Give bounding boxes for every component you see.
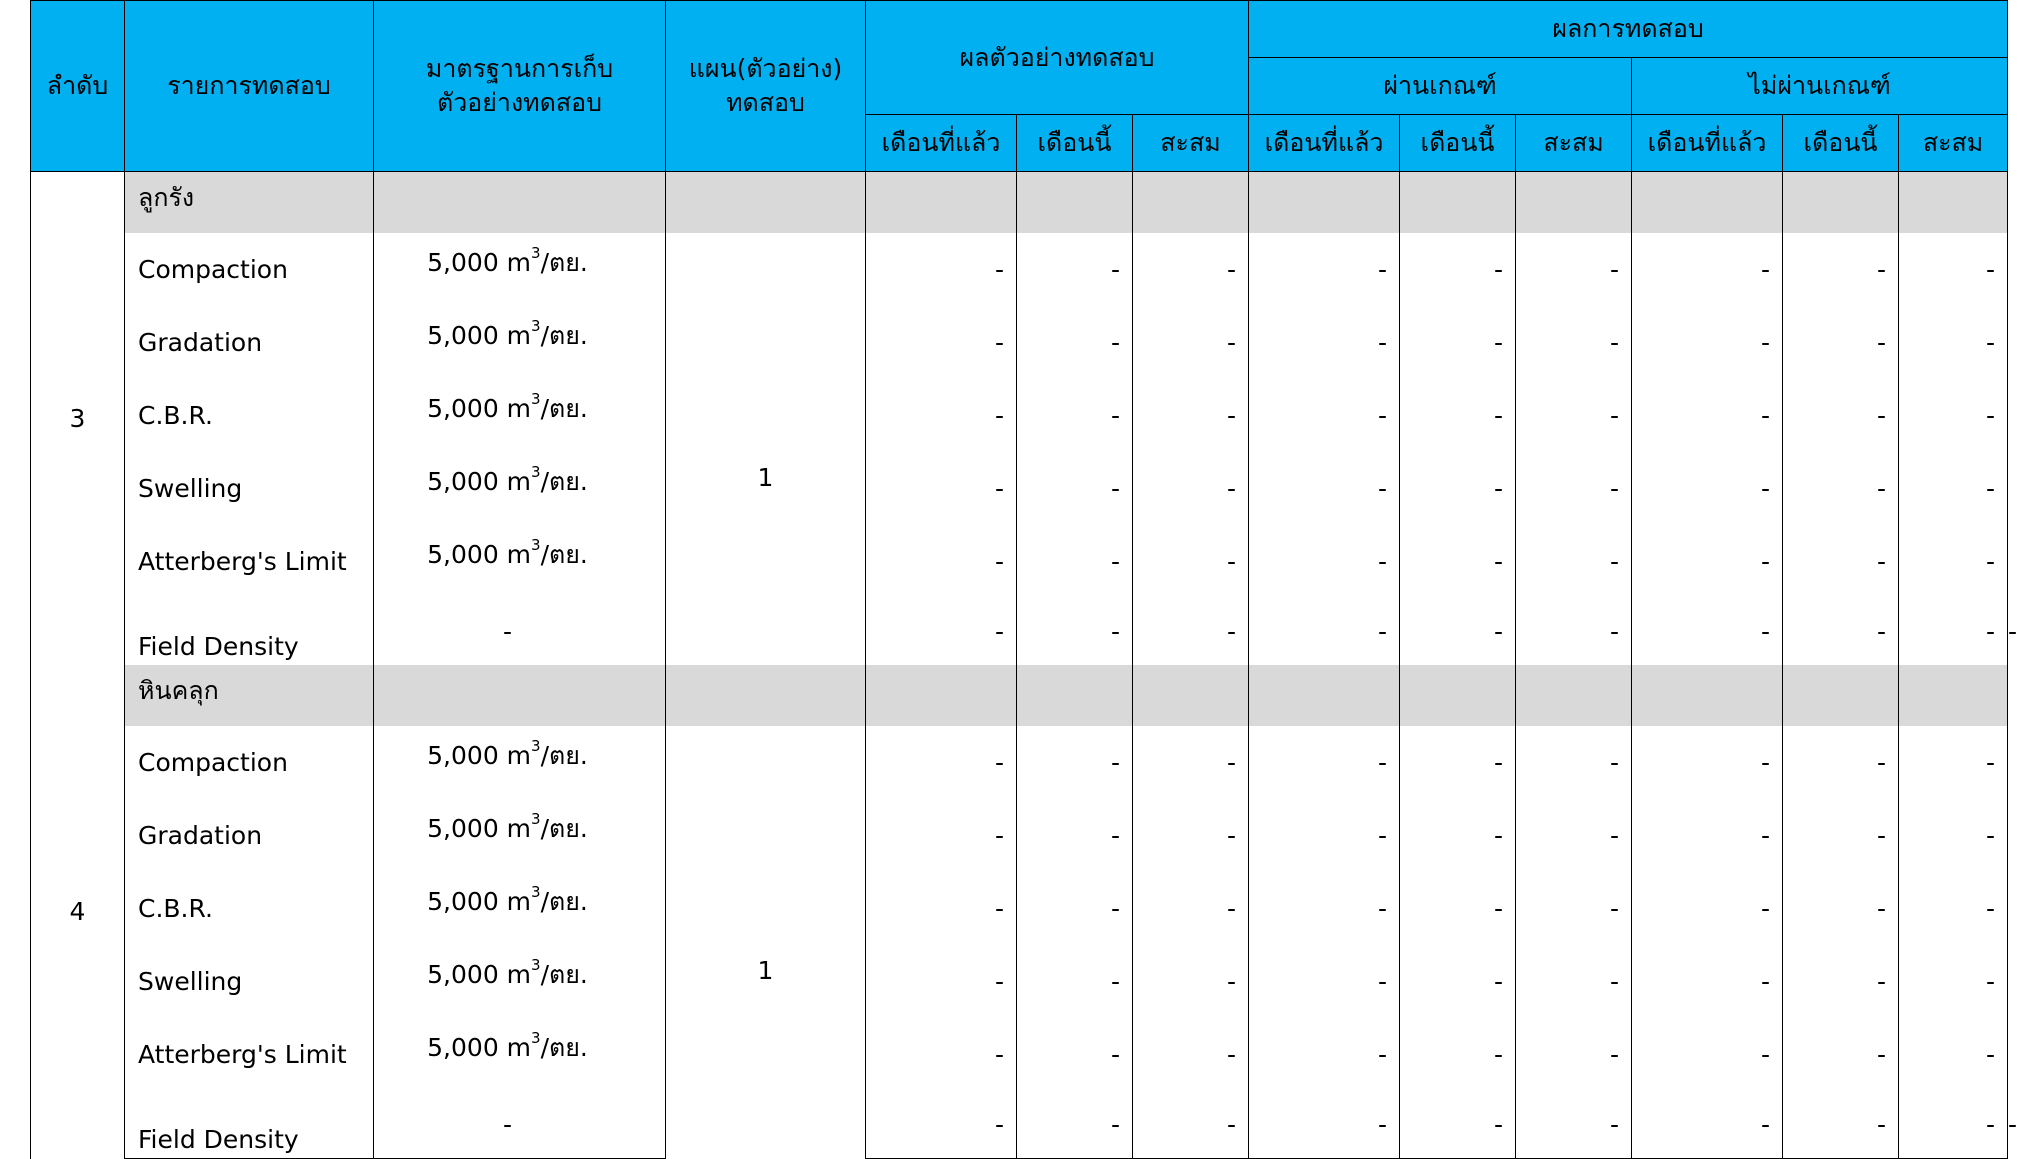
standard-exponent: 3 — [531, 737, 541, 755]
result-value: - — [1516, 598, 1632, 665]
result-value: - — [1133, 945, 1249, 1018]
result-value: - — [1249, 726, 1400, 799]
test-item-name: Gradation — [125, 306, 374, 379]
standard-cell — [374, 525, 666, 598]
result-value: - — [1632, 1091, 1783, 1159]
standard-suffix: /ตย. — [540, 540, 588, 569]
result-value: - — [1133, 525, 1249, 598]
result-value: - — [1249, 306, 1400, 379]
header-standard-line2: ตัวอย่างทดสอบ — [436, 88, 603, 117]
section-value-cell — [866, 665, 1017, 726]
header-no: ลำดับ — [31, 1, 125, 172]
result-value: - — [1632, 598, 1783, 665]
result-value: - — [1400, 945, 1516, 1018]
standard-exponent: 3 — [531, 956, 541, 974]
test-item-name: Field Density — [125, 598, 374, 665]
subheader-this-month: เดือนนี้ — [1017, 115, 1133, 172]
result-value: - — [1017, 799, 1133, 872]
plan-value: - — [866, 1091, 1017, 1159]
result-value: - — [1133, 233, 1249, 306]
result-value: - — [1899, 306, 2008, 379]
header-result: ผลการทดสอบ — [1249, 1, 2008, 58]
result-value: - — [1017, 598, 1133, 665]
result-value: - — [1899, 872, 2008, 945]
section-plan-cell — [666, 726, 866, 1159]
section-value-cell — [1133, 172, 1249, 234]
result-value: - — [1632, 1018, 1783, 1091]
result-value: - — [866, 306, 1017, 379]
table-header — [31, 1, 2008, 172]
result-value: - — [1516, 525, 1632, 598]
standard-exponent: 3 — [531, 883, 541, 901]
result-value: - — [1899, 233, 2008, 306]
result-value: - — [1632, 306, 1783, 379]
result-value: - — [1632, 525, 1783, 598]
standard-quantity: 5,000 m — [427, 741, 532, 770]
result-value: - — [1017, 1091, 1133, 1159]
standard-quantity: 5,000 m — [427, 321, 532, 350]
result-value: - — [1400, 452, 1516, 525]
standard-suffix: /ตย. — [540, 248, 588, 277]
table-row — [31, 379, 2008, 452]
section-value-cell — [1899, 172, 2008, 234]
standard-exponent: 3 — [531, 810, 541, 828]
result-value: - — [866, 1018, 1017, 1091]
section-value-cell — [1017, 665, 1133, 726]
standard-quantity: 5,000 m — [427, 394, 532, 423]
result-value: - — [1783, 1018, 1899, 1091]
result-value: - — [1017, 452, 1133, 525]
table-row: Field Density - - - - - - - - - - - — [31, 1091, 2008, 1159]
standard-cell — [374, 379, 666, 452]
section-plan-value: 1 — [757, 462, 774, 492]
result-value: - — [1516, 306, 1632, 379]
subheader-last-month: เดือนที่แล้ว — [1249, 115, 1400, 172]
result-value: - — [1400, 1091, 1516, 1159]
result-value: - — [1249, 233, 1400, 306]
result-value: - — [1017, 945, 1133, 1018]
table-row — [31, 872, 2008, 945]
section-standard-cell — [374, 665, 666, 726]
result-value: - — [1899, 1091, 2008, 1159]
section-value-cell — [1400, 665, 1516, 726]
section-name: หินคลุก — [125, 665, 374, 726]
result-value: - — [1133, 872, 1249, 945]
section-header-row — [31, 172, 2008, 234]
section-value-cell — [1632, 665, 1783, 726]
standard-exponent: 3 — [531, 463, 541, 481]
subheader-last-month: เดือนที่แล้ว — [1632, 115, 1783, 172]
result-value: - — [1133, 306, 1249, 379]
result-value: - — [1899, 945, 2008, 1018]
subheader-cumulative: สะสม — [1133, 115, 1249, 172]
table-body — [31, 172, 2018, 1159]
result-value: - — [1133, 379, 1249, 452]
result-value: - — [1249, 799, 1400, 872]
section-plan-value: 1 — [757, 955, 774, 985]
standard-suffix: /ตย. — [540, 814, 588, 843]
section-value-cell — [1783, 172, 1899, 234]
result-value: - — [1632, 379, 1783, 452]
header-standard — [374, 1, 666, 172]
result-value: - — [1017, 872, 1133, 945]
result-value: - — [1133, 598, 1249, 665]
table-row — [31, 799, 2008, 872]
section-header-row — [31, 665, 2008, 726]
result-value: - — [1133, 799, 1249, 872]
result-value: - — [1249, 379, 1400, 452]
result-value: - — [866, 872, 1017, 945]
result-value: - — [1400, 799, 1516, 872]
subheader-cumulative: สะสม — [1899, 115, 2008, 172]
result-value: - — [1133, 1091, 1249, 1159]
section-value-cell — [1516, 665, 1632, 726]
header-plan — [666, 1, 866, 172]
table-row — [31, 726, 2008, 799]
standard-quantity: 5,000 m — [427, 467, 532, 496]
section-plan-cell — [666, 233, 866, 665]
standard-quantity: 5,000 m — [427, 887, 532, 916]
result-value: - — [1516, 452, 1632, 525]
table-row — [31, 306, 2008, 379]
result-value: - — [1516, 945, 1632, 1018]
test-item-name: Swelling — [125, 945, 374, 1018]
result-value: - — [1632, 872, 1783, 945]
result-value: - — [1249, 1018, 1400, 1091]
section-value-cell — [1249, 665, 1400, 726]
standard-cell — [374, 452, 666, 525]
section-number: 4 — [31, 665, 125, 1159]
table-row — [31, 945, 2008, 1018]
header-pass: ผ่านเกณฑ์ — [1249, 58, 1632, 115]
result-value: - — [1783, 945, 1899, 1018]
result-value: - — [1400, 726, 1516, 799]
standard-cell — [374, 306, 666, 379]
test-item-name: Field Density — [125, 1091, 374, 1159]
standard-suffix: /ตย. — [540, 321, 588, 350]
header-sample: ผลตัวอย่างทดสอบ — [866, 1, 1249, 115]
subheader-this-month: เดือนนี้ — [1783, 115, 1899, 172]
header-plan-line2: ทดสอบ — [726, 88, 805, 117]
test-item-name: Swelling — [125, 452, 374, 525]
section-value-cell — [866, 172, 1017, 234]
result-value: - — [1899, 726, 2008, 799]
result-value: - — [866, 799, 1017, 872]
section-number: 3 — [31, 172, 125, 666]
table-row — [31, 233, 2008, 306]
standard-suffix: /ตย. — [540, 960, 588, 989]
result-value: - — [1400, 872, 1516, 945]
table-row — [31, 452, 2008, 525]
result-value: - — [1899, 452, 2008, 525]
standard-cell — [374, 233, 666, 306]
section-value-cell — [1516, 172, 1632, 234]
standard-quantity: 5,000 m — [427, 540, 532, 569]
report-table-container — [30, 0, 2018, 1159]
result-value: - — [1516, 872, 1632, 945]
standard-cell — [374, 1091, 666, 1159]
test-item-name: C.B.R. — [125, 379, 374, 452]
section-value-cell — [1249, 172, 1400, 234]
standard-quantity: 5,000 m — [427, 960, 532, 989]
result-value: - — [1783, 452, 1899, 525]
table-row — [31, 1018, 2008, 1091]
result-value: - — [1516, 233, 1632, 306]
result-value: - — [1516, 1091, 1632, 1159]
table-row — [31, 525, 2008, 598]
test-results-table — [30, 0, 2018, 1159]
result-value: - — [1249, 872, 1400, 945]
standard-cell — [374, 872, 666, 945]
section-value-cell — [1400, 172, 1516, 234]
result-value: - — [1899, 379, 2008, 452]
standard-cell — [374, 598, 666, 665]
standard-quantity: 5,000 m — [427, 1033, 532, 1062]
standard-suffix: /ตย. — [540, 467, 588, 496]
result-value: - — [1249, 1091, 1400, 1159]
result-value: - — [1400, 379, 1516, 452]
result-value: - — [1516, 1018, 1632, 1091]
result-value: - — [1017, 525, 1133, 598]
test-item-name: C.B.R. — [125, 872, 374, 945]
standard-cell — [374, 1018, 666, 1091]
standard-exponent: 3 — [531, 317, 541, 335]
result-value: - — [1783, 379, 1899, 452]
standard-cell — [374, 945, 666, 1018]
standard-exponent: 3 — [531, 244, 541, 262]
section-value-cell — [1017, 172, 1133, 234]
result-value: - — [866, 233, 1017, 306]
result-value: - — [1017, 379, 1133, 452]
result-value: - — [1783, 525, 1899, 598]
section-name: ลูกรัง — [125, 172, 374, 234]
test-item-name: Atterberg's Limit — [125, 525, 374, 598]
standard-value: - — [502, 1110, 513, 1139]
result-value: - — [866, 726, 1017, 799]
header-fail: ไม่ผ่านเกณฑ์ — [1632, 58, 2008, 115]
result-value: - — [1899, 598, 2008, 665]
header-item: รายการทดสอบ — [125, 1, 374, 172]
plan-value: - — [866, 598, 1017, 665]
result-value: - — [1400, 525, 1516, 598]
result-value: - — [1899, 799, 2008, 872]
section-value-cell — [1783, 665, 1899, 726]
test-item-name: Gradation — [125, 799, 374, 872]
test-item-name: Atterberg's Limit — [125, 1018, 374, 1091]
standard-suffix: /ตย. — [540, 394, 588, 423]
result-value: - — [1017, 726, 1133, 799]
result-value: - — [1133, 726, 1249, 799]
result-value: - — [1632, 799, 1783, 872]
test-item-name: Compaction — [125, 726, 374, 799]
result-value: - — [1783, 799, 1899, 872]
standard-value: - — [502, 617, 513, 646]
result-value: - — [1017, 306, 1133, 379]
result-value: - — [1783, 726, 1899, 799]
subheader-cumulative: สะสม — [1516, 115, 1632, 172]
result-value: - — [1783, 306, 1899, 379]
subheader-last-month: เดือนที่แล้ว — [866, 115, 1017, 172]
result-value: - — [1249, 452, 1400, 525]
result-value: - — [1516, 379, 1632, 452]
standard-quantity: 5,000 m — [427, 814, 532, 843]
result-value: - — [1783, 1091, 1899, 1159]
section-value-cell — [1133, 665, 1249, 726]
result-value: - — [1017, 233, 1133, 306]
result-value: - — [1249, 945, 1400, 1018]
result-value: - — [1899, 525, 2008, 598]
result-value: - — [1899, 1018, 2008, 1091]
standard-cell — [374, 726, 666, 799]
result-value: - — [866, 525, 1017, 598]
header-standard-line1: มาตรฐานการเก็บ — [425, 54, 614, 84]
result-value: - — [1400, 306, 1516, 379]
result-value: - — [1400, 233, 1516, 306]
table-row: Field Density - - - - - - - - - - - — [31, 598, 2008, 665]
standard-exponent: 3 — [531, 390, 541, 408]
result-value: - — [1516, 726, 1632, 799]
result-value: - — [1632, 945, 1783, 1018]
result-value: - — [1783, 872, 1899, 945]
result-value: - — [1400, 1018, 1516, 1091]
standard-cell — [374, 799, 666, 872]
subheader-this-month: เดือนนี้ — [1400, 115, 1516, 172]
result-value: - — [1783, 233, 1899, 306]
section-value-cell — [1632, 172, 1783, 234]
section-value-cell — [1899, 665, 2008, 726]
header-plan-line1: แผน(ตัวอย่าง) — [688, 54, 843, 84]
result-value: - — [866, 945, 1017, 1018]
standard-exponent: 3 — [531, 536, 541, 554]
standard-quantity: 5,000 m — [427, 248, 532, 277]
section-standard-cell — [374, 172, 666, 234]
result-value: - — [1133, 452, 1249, 525]
test-item-name: Compaction — [125, 233, 374, 306]
result-value: - — [1516, 799, 1632, 872]
section-plan-header-cell — [666, 665, 866, 726]
result-value: - — [1632, 233, 1783, 306]
standard-exponent: 3 — [531, 1029, 541, 1047]
section-plan-header-cell — [666, 172, 866, 234]
result-value: - — [1632, 452, 1783, 525]
result-value: - — [1783, 598, 1899, 665]
result-value: - — [1249, 525, 1400, 598]
standard-suffix: /ตย. — [540, 741, 588, 770]
standard-suffix: /ตย. — [540, 1033, 588, 1062]
result-value: - — [1400, 598, 1516, 665]
result-value: - — [1249, 598, 1400, 665]
result-value: - — [1133, 1018, 1249, 1091]
result-value: - — [1632, 726, 1783, 799]
standard-suffix: /ตย. — [540, 887, 588, 916]
result-value: - — [1017, 1018, 1133, 1091]
result-value: - — [866, 379, 1017, 452]
result-value: - — [866, 452, 1017, 525]
